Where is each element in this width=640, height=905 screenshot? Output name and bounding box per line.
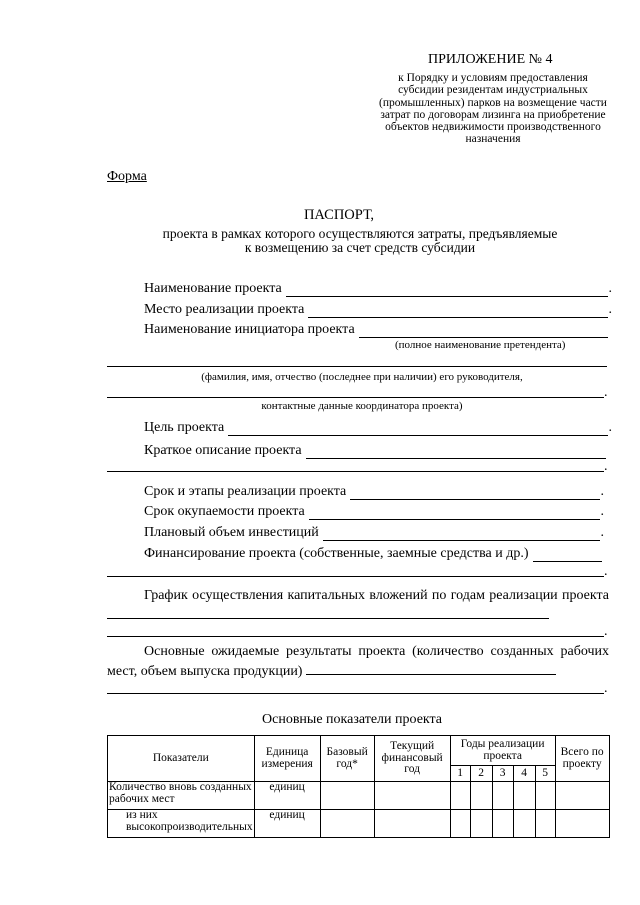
goal-line[interactable] — [228, 423, 607, 436]
initiator-caption: (полное наименование претендента) — [395, 339, 566, 351]
form-label: Форма — [107, 169, 147, 184]
investment-line[interactable] — [323, 528, 600, 541]
cell[interactable] — [555, 810, 609, 838]
passport-subtitle: проекта в рамках которого осуществляются затраты, предъявляемые к возмещению за счет средств субсидии — [162, 226, 558, 255]
results-dot: . — [604, 681, 608, 696]
appendix-description: к Порядку и условиям предоставления субсидии резидентам индустриальных (промышленных) парков на возмещение части затрат по договорам лизинга на приобретение объектов недвижимости производственного назначения — [379, 72, 607, 146]
initiator-row — [144, 322, 608, 338]
project-name-row — [144, 281, 612, 297]
row-unit: единиц — [254, 782, 320, 810]
goal-label: Цель проекта — [144, 420, 225, 435]
header-year-3: 3 — [492, 766, 513, 782]
cell[interactable] — [555, 782, 609, 810]
cell[interactable] — [513, 782, 535, 810]
schedule-paragraph — [107, 586, 609, 626]
location-label: Место реализации проекта — [144, 302, 305, 317]
header-year-4: 4 — [513, 766, 535, 782]
payback-line[interactable] — [309, 507, 600, 520]
appendix-title: ПРИЛОЖЕНИЕ № 4 — [428, 52, 553, 67]
payback-row — [144, 504, 604, 520]
terms-dot: . — [600, 484, 604, 499]
cell[interactable] — [320, 782, 374, 810]
short-desc-dot: . — [604, 459, 608, 474]
financing-line[interactable] — [533, 549, 602, 562]
head-caption: (фамилия, имя, отчество (последнее при наличии) его руководителя, — [201, 371, 523, 383]
terms-label: Срок и этапы реализации проекта — [144, 484, 347, 499]
table-title: Основные показатели проекта — [262, 712, 443, 727]
header-years: Годы реализации проекта — [450, 736, 555, 766]
payback-dot: . — [600, 504, 604, 519]
header-total: Всего по проекту — [555, 736, 609, 782]
investment-label: Плановый объем инвестиций — [144, 525, 319, 540]
header-year-1: 1 — [450, 766, 470, 782]
financing-label: Финансирование проекта (собственные, заемные средства и др.) — [144, 546, 529, 561]
head-line[interactable] — [107, 366, 607, 367]
passport-title: ПАСПОРТ, — [303, 207, 375, 223]
investment-row — [144, 525, 604, 541]
results-line-2[interactable] — [107, 693, 604, 694]
header-current-year: Текущий финансовый год — [374, 736, 450, 782]
cell[interactable] — [513, 810, 535, 838]
row-name: из них высокопроизводительных — [108, 810, 255, 838]
short-desc-label: Краткое описание проекта — [144, 443, 302, 458]
terms-row — [144, 484, 604, 500]
cell[interactable] — [535, 810, 555, 838]
table-row — [108, 782, 610, 810]
cell[interactable] — [470, 810, 492, 838]
investment-dot: . — [600, 525, 604, 540]
table-row — [108, 810, 610, 838]
location-line[interactable] — [308, 305, 607, 318]
initiator-label: Наименование инициатора проекта — [144, 322, 355, 337]
short-desc-line-2[interactable] — [107, 471, 604, 472]
contact-line[interactable] — [107, 397, 604, 398]
schedule-line-2[interactable] — [107, 636, 604, 637]
schedule-label: График осуществления капитальных вложений по годам реализации проекта — [144, 588, 609, 603]
project-name-label: Наименование проекта — [144, 281, 282, 296]
project-name-line[interactable] — [286, 284, 608, 297]
results-paragraph — [107, 642, 609, 682]
schedule-line[interactable] — [107, 606, 549, 619]
short-desc-row — [144, 443, 606, 459]
financing-line-2[interactable] — [107, 576, 604, 577]
header-year-5: 5 — [535, 766, 555, 782]
schedule-dot: . — [604, 624, 608, 639]
project-name-dot: . — [608, 281, 612, 296]
row-name: Количество вновь созданных рабочих мест — [108, 782, 255, 810]
cell[interactable] — [450, 810, 470, 838]
cell[interactable] — [320, 810, 374, 838]
header-base-year: Базовый год* — [320, 736, 374, 782]
contact-dot: . — [604, 385, 608, 400]
results-line[interactable] — [306, 662, 556, 675]
header-year-2: 2 — [470, 766, 492, 782]
cell[interactable] — [470, 782, 492, 810]
financing-row — [144, 546, 602, 562]
terms-line[interactable] — [350, 487, 599, 500]
cell[interactable] — [374, 782, 450, 810]
indicators-table — [107, 735, 610, 838]
header-unit: Единица измерения — [254, 736, 320, 782]
header-indicators: Показатели — [108, 736, 255, 782]
results-label: Основные ожидаемые результаты проекта (количество созданных рабочих мест, объем выпуска продукции) — [107, 644, 609, 679]
row-unit: единиц — [254, 810, 320, 838]
location-row — [144, 302, 612, 318]
goal-dot: . — [608, 420, 612, 435]
short-desc-line[interactable] — [306, 446, 606, 459]
cell[interactable] — [492, 782, 513, 810]
initiator-line[interactable] — [359, 325, 608, 338]
cell[interactable] — [535, 782, 555, 810]
contact-caption: контактные данные координатора проекта) — [261, 400, 463, 412]
payback-label: Срок окупаемости проекта — [144, 504, 305, 519]
cell[interactable] — [492, 810, 513, 838]
location-dot: . — [608, 302, 612, 317]
financing-dot: . — [604, 564, 608, 579]
goal-row — [144, 420, 612, 436]
cell[interactable] — [450, 782, 470, 810]
cell[interactable] — [374, 810, 450, 838]
